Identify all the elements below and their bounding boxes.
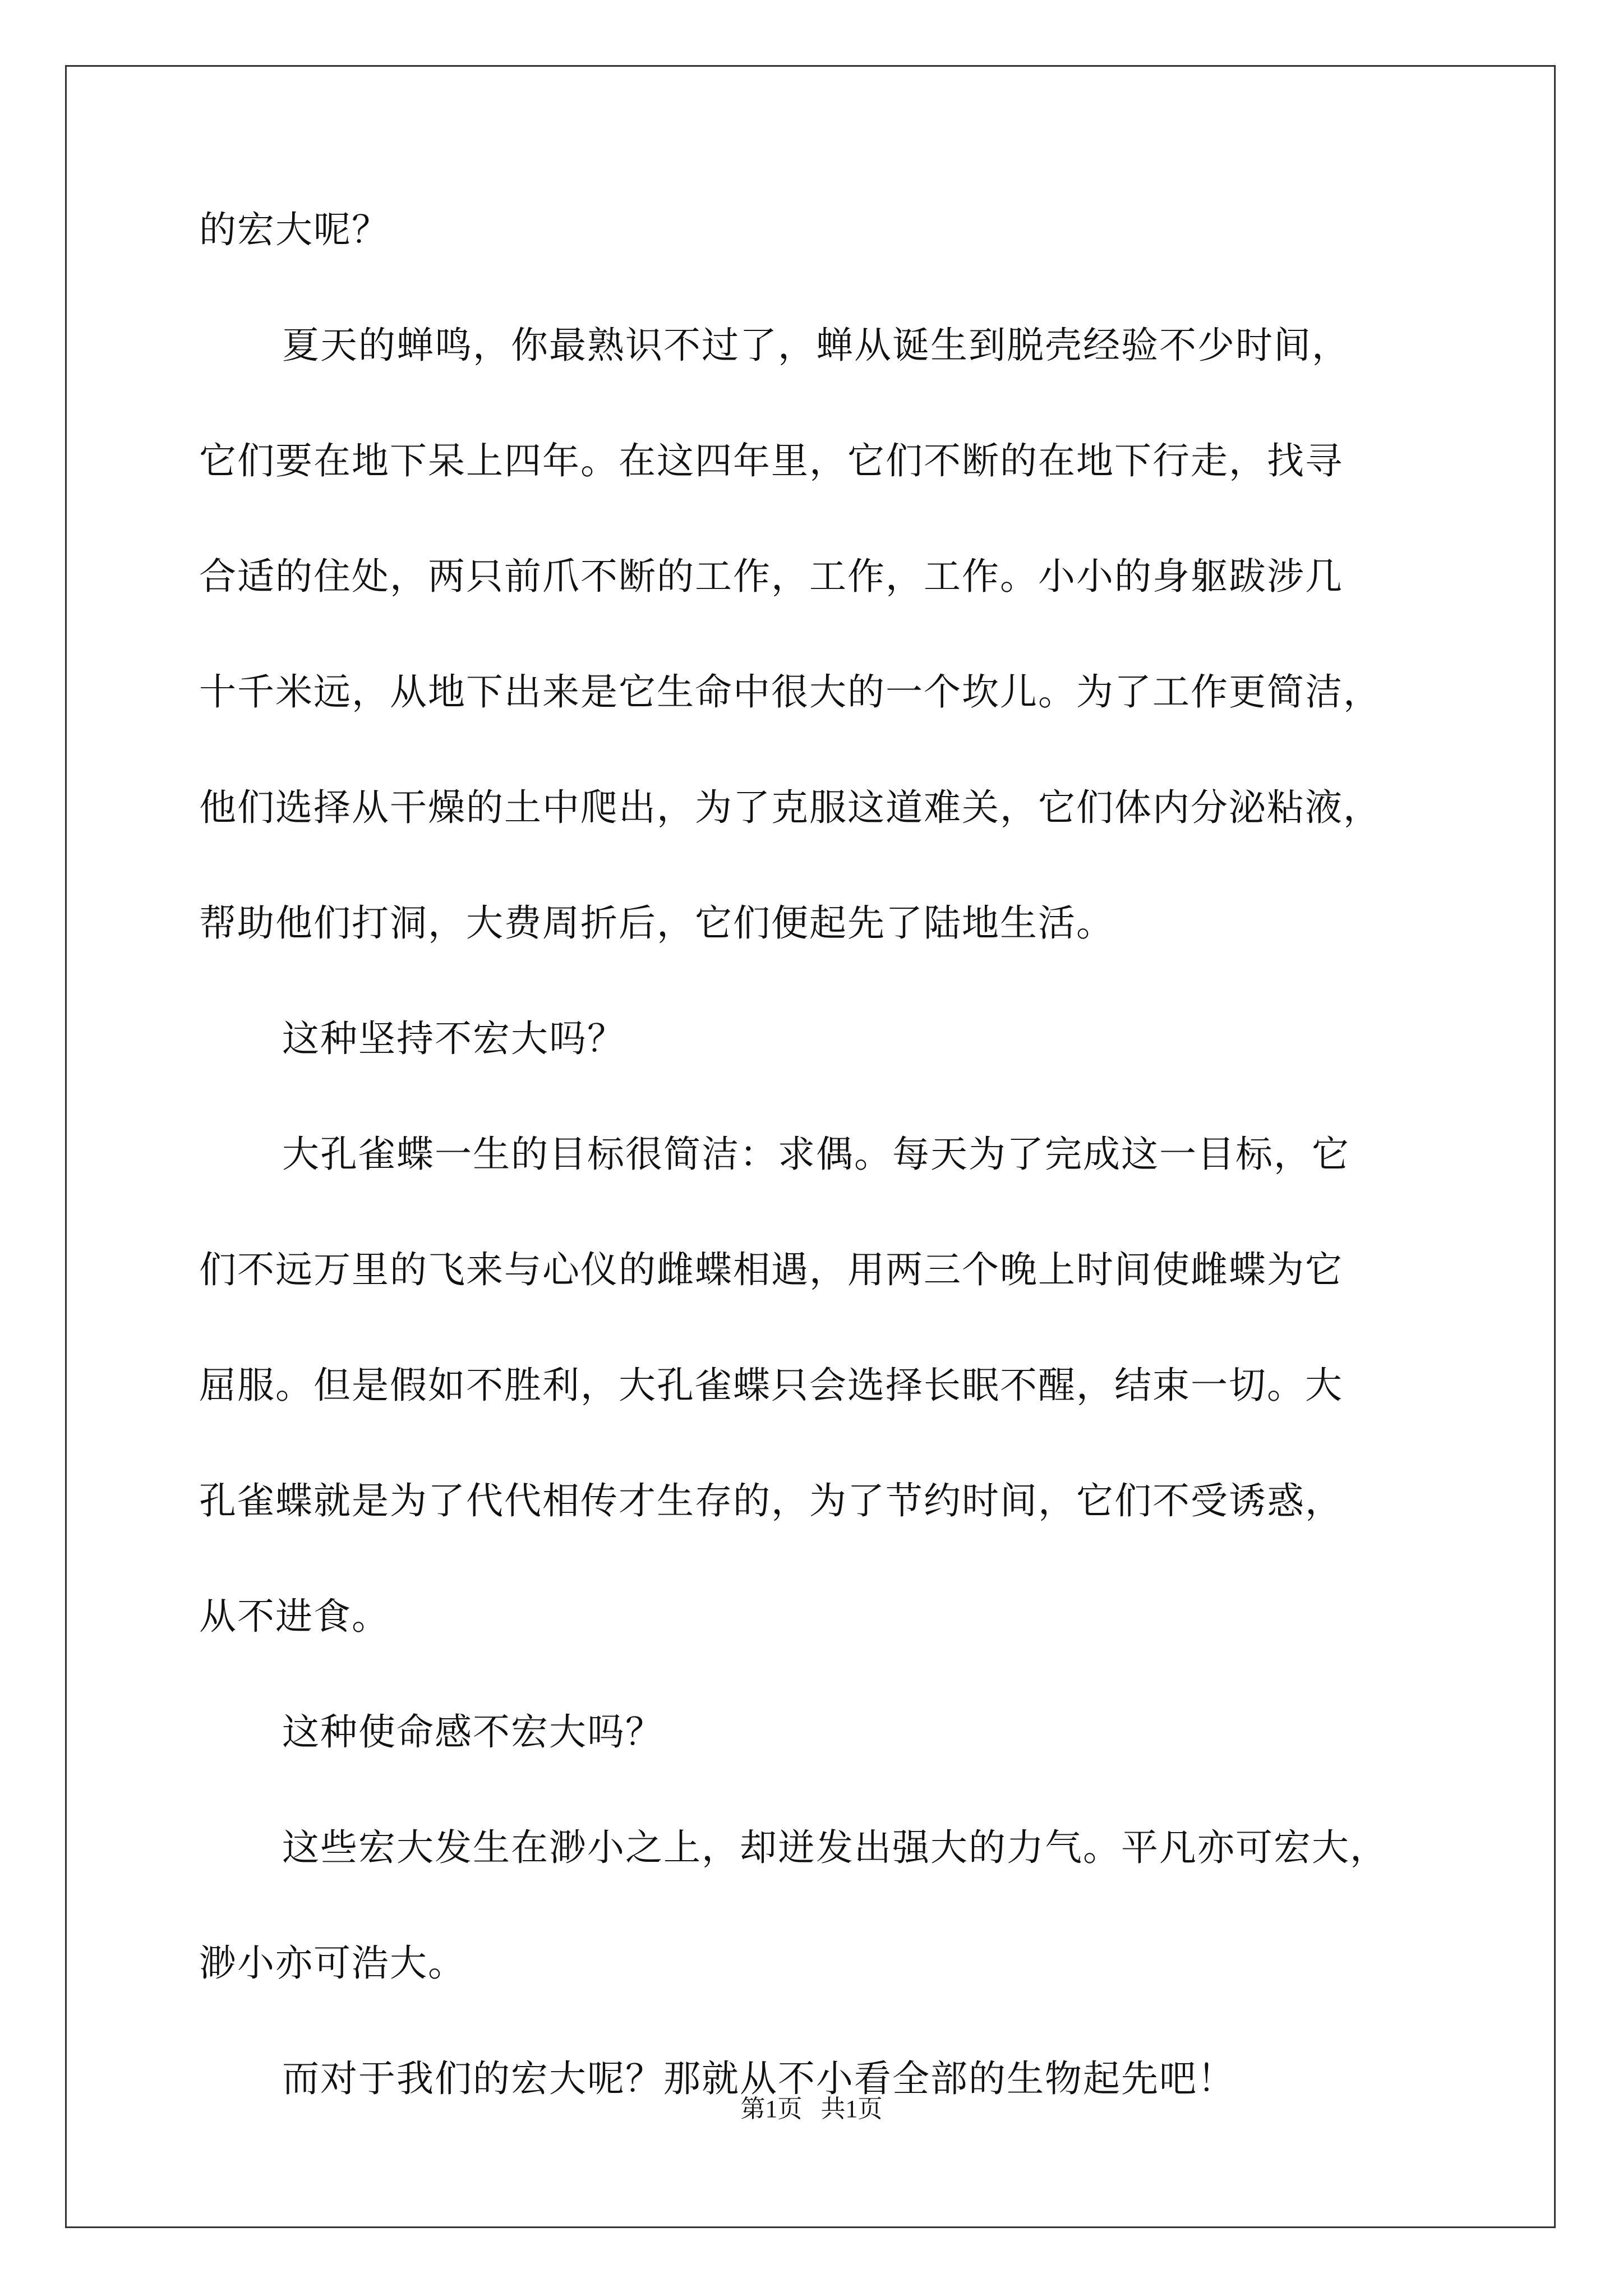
paragraph-start: 这种使命感不宏大吗？ [282,1710,663,1754]
paragraph-start: 这些宏大发生在渺小之上，却迸发出强大的力气。平凡亦可宏大， [282,1826,1388,1869]
paragraph-start: 而对于我们的宏大呢？那就从不小看全部的生物起先吧！ [282,2057,1235,2100]
text-line: 们不远万里的飞来与心仪的雌蝶相遇，用两三个晚上时间使雌蝶为它 [199,1248,1343,1291]
text-line: 屈服。但是假如不胜利，大孔雀蝶只会选择长眠不醒，结束一切。大 [199,1364,1343,1407]
text-line: 他们选择从干燥的土中爬出，为了克服这道难关，它们体内分泌粘液， [199,786,1381,829]
text-line: 从不进食。 [199,1595,390,1638]
text-line: 孔雀蝶就是为了代代相传才生存的，为了节约时间，它们不受诱惑， [199,1479,1343,1522]
text-line: 合适的住处，两只前爪不断的工作，工作，工作。小小的身躯跋涉几 [199,555,1343,598]
page-number-footer: 第1页 共1页 [740,2095,883,2123]
text-line: 的宏大呢？ [199,208,390,251]
text-line: 十千米远，从地下出来是它生命中很大的一个坎儿。为了工作更简洁， [199,670,1381,714]
text-line: 渺小亦可浩大。 [199,1941,466,1985]
paragraph-start: 夏天的蝉鸣，你最熟识不过了，蝉从诞生到脱壳经验不少时间， [282,324,1350,367]
text-line: 它们要在地下呆上四年。在这四年里，它们不断的在地下行走，找寻 [199,439,1343,482]
document-body [199,202,1467,2166]
text-line: 帮助他们打洞，大费周折后，它们便起先了陆地生活。 [199,901,1114,945]
paragraph-start: 这种坚持不宏大吗？ [282,1017,625,1060]
paragraph-start: 大孔雀蝶一生的目标很简洁：求偶。每天为了完成这一目标，它 [282,1133,1350,1176]
